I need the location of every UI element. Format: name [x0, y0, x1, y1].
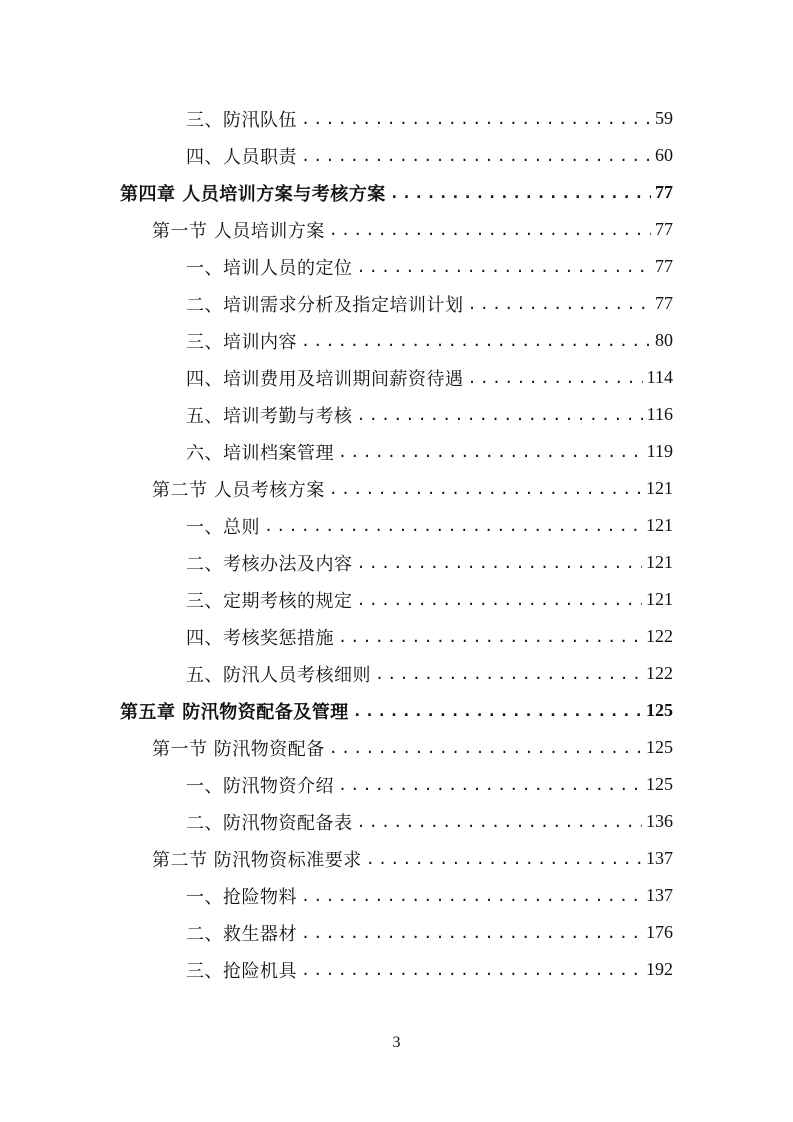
toc-entry[interactable]	[186, 137, 673, 174]
toc-entry[interactable]	[186, 618, 673, 655]
toc-entry[interactable]	[186, 544, 673, 581]
toc-entry-page: 122	[646, 663, 673, 683]
toc-entry-page: 59	[655, 108, 673, 128]
toc-entry-page: 136	[646, 811, 673, 831]
toc-entry[interactable]	[186, 581, 673, 618]
toc-entry-label: 第四章 人员培训方案与考核方案	[120, 183, 386, 205]
toc-chapter-entry[interactable]	[120, 174, 673, 211]
toc-entry-page: 121	[646, 478, 673, 498]
toc-entry-page: 77	[655, 182, 673, 202]
toc-entry-label: 一、总则	[186, 516, 260, 538]
toc-entry[interactable]	[186, 359, 673, 396]
toc-leader-dots	[357, 406, 643, 424]
toc-entry-label: 二、救生器材	[186, 923, 297, 945]
toc-entry[interactable]	[186, 248, 673, 285]
toc-entry[interactable]	[186, 951, 673, 988]
toc-entry-label: 第二节 人员考核方案	[152, 479, 325, 501]
toc-leader-dots	[338, 628, 642, 646]
toc-leader-dots	[390, 184, 651, 202]
toc-entry[interactable]	[186, 803, 673, 840]
toc-leader-dots	[329, 221, 651, 239]
toc-leader-dots	[301, 110, 651, 128]
toc-entry-label: 第一节 人员培训方案	[152, 220, 325, 242]
toc-entry-page: 192	[646, 959, 673, 979]
page-number: 3	[392, 1034, 401, 1051]
toc-entry-label: 二、培训需求分析及指定培训计划	[186, 294, 464, 316]
toc-leader-dots	[329, 739, 642, 757]
toc-entry-label: 五、培训考勤与考核	[186, 405, 353, 427]
toc-entry[interactable]	[186, 100, 673, 137]
toc-entry-page: 176	[646, 922, 673, 942]
toc-entry-page: 121	[646, 552, 673, 572]
toc-entry[interactable]	[186, 877, 673, 914]
toc-entry-page: 77	[655, 293, 673, 313]
toc-entry-page: 137	[646, 885, 673, 905]
toc-entry-page: 125	[646, 774, 673, 794]
toc-entry-page: 125	[646, 737, 673, 757]
toc-entry[interactable]	[186, 285, 673, 322]
toc-leader-dots	[357, 591, 643, 609]
toc-entry-page: 125	[646, 700, 673, 720]
toc-entry-label: 四、培训费用及培训期间薪资待遇	[186, 368, 464, 390]
toc-leader-dots	[366, 850, 642, 868]
toc-entry-label: 第五章 防汛物资配备及管理	[120, 701, 349, 723]
toc-entry[interactable]	[186, 433, 673, 470]
toc-leader-dots	[329, 480, 642, 498]
toc-entry[interactable]	[186, 766, 673, 803]
toc-entry[interactable]	[186, 914, 673, 951]
toc-entry-label: 第一节 防汛物资配备	[152, 738, 325, 760]
toc-leader-dots	[301, 887, 642, 905]
toc-entry-page: 116	[646, 404, 673, 424]
toc-leader-dots	[338, 776, 642, 794]
toc-entry-label: 二、防汛物资配备表	[186, 812, 353, 834]
toc-leader-dots	[357, 258, 652, 276]
toc-section-entry[interactable]	[152, 470, 673, 507]
toc-entry-label: 第二节 防汛物资标准要求	[152, 849, 362, 871]
toc-entry[interactable]	[186, 655, 673, 692]
toc-leader-dots	[301, 332, 651, 350]
toc-entry-page: 121	[646, 515, 673, 535]
toc-leader-dots	[357, 813, 643, 831]
toc-section-entry[interactable]	[152, 729, 673, 766]
toc-entry-page: 114	[646, 367, 673, 387]
toc-leader-dots	[357, 554, 643, 572]
toc-chapter-entry[interactable]	[120, 692, 673, 729]
toc-entry-page: 119	[646, 441, 673, 461]
toc-leader-dots	[264, 517, 642, 535]
toc-entry-page: 60	[655, 145, 673, 165]
toc-section-entry[interactable]	[152, 840, 673, 877]
toc-leader-dots	[468, 295, 652, 313]
toc-entry[interactable]	[186, 507, 673, 544]
toc-leader-dots	[338, 443, 643, 461]
toc-entry-label: 三、培训内容	[186, 331, 297, 353]
toc-entry-label: 四、人员职责	[186, 146, 297, 168]
toc-leader-dots	[301, 147, 651, 165]
toc-entry-page: 122	[646, 626, 673, 646]
toc-entry[interactable]	[186, 396, 673, 433]
toc-entry-label: 一、防汛物资介绍	[186, 775, 334, 797]
toc-entry-label: 五、防汛人员考核细则	[186, 664, 371, 686]
toc-entry-page: 121	[646, 589, 673, 609]
toc-section-entry[interactable]	[152, 211, 673, 248]
toc-entry-label: 三、抢险机具	[186, 960, 297, 982]
toc-entry-page: 77	[655, 219, 673, 239]
toc-entry-label: 一、抢险物料	[186, 886, 297, 908]
toc-entry[interactable]	[186, 322, 673, 359]
toc-entry-label: 三、定期考核的规定	[186, 590, 353, 612]
toc-entry-label: 六、培训档案管理	[186, 442, 334, 464]
toc-leader-dots	[375, 665, 642, 683]
toc-entry-label: 三、防汛队伍	[186, 109, 297, 131]
toc-entry-label: 一、培训人员的定位	[186, 257, 353, 279]
toc-entry-label: 二、考核办法及内容	[186, 553, 353, 575]
toc-entry-page: 77	[655, 256, 673, 276]
toc-leader-dots	[301, 961, 642, 979]
toc-leader-dots	[353, 702, 642, 720]
toc-leader-dots	[468, 369, 643, 387]
toc-entry-page: 137	[646, 848, 673, 868]
toc-entry-label: 四、考核奖惩措施	[186, 627, 334, 649]
toc-entry-page: 80	[655, 330, 673, 350]
toc-leader-dots	[301, 924, 642, 942]
